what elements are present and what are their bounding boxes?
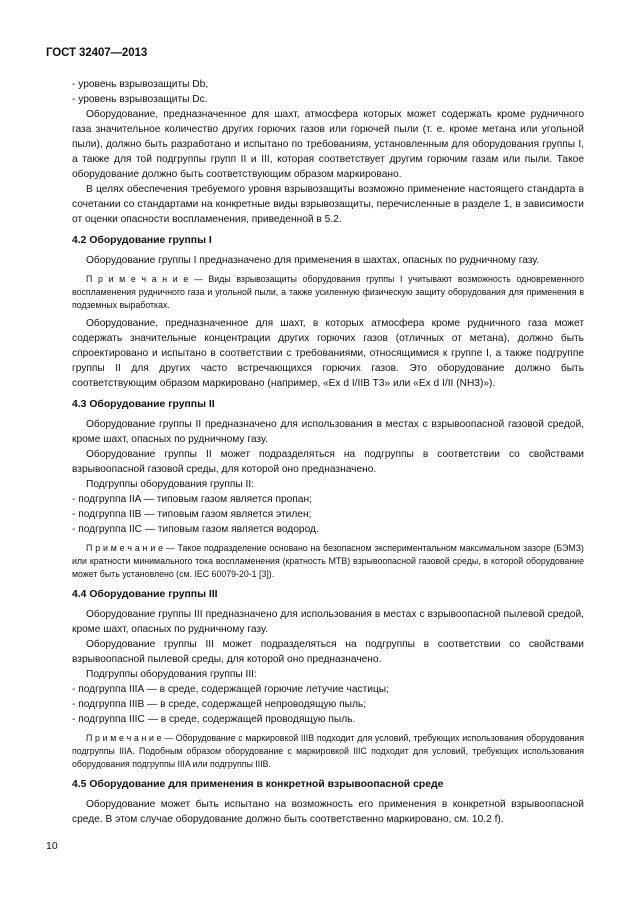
list-item: - подгруппа IIIC — в среде, содержащей проводящую пыль. [72,714,356,725]
section-heading-4-3: 4.3 Оборудование группы II [72,399,215,410]
list-item: - подгруппа IIIB — в среде, содержащей непроводящую пыль; [72,699,367,710]
paragraph: Оборудование группы II предназначено для использования в местах с взрывоопасной газовой средой, кроме шахт, опасных по рудничному газу. [72,419,584,445]
paragraph: Оборудование группы II может подразделяться на подгруппы в соответствии со свойствами взрывоопасной газовой среды, для которой оно предназначено. [72,449,584,475]
document-number-header: ГОСТ 32407—2013 [46,47,148,59]
list-item: - подгруппа IIIA — в среде, содержащей горючие летучие частицы; [72,684,389,695]
document-body [72,77,584,827]
page-number: 10 [46,840,58,852]
list-item: - подгруппа IIB — типовым газом является этилен; [72,509,312,520]
list-item: - уровень взрывозащиты Db, [72,79,209,90]
section-heading-4-2: 4.2 Оборудование группы I [72,235,212,246]
list-item: - подгруппа IIC — типовым газом является водород. [72,524,319,535]
paragraph: В целях обеспечения требуемого уровня взрывозащиты возможно применение настоящего стандарта в сочетании со стандартами на конкретные виды взрывозащиты, перечисленные в разделе 1, в зависимости от оценки опасности воспламенения, приведенной в 5.2. [72,184,584,225]
paragraph: Оборудование, предназначенное для шахт, в которых атмосфера кроме рудничного газа может содержать значительные концентрации других горючих газов (отличных от метана), должно быть спроектировано и испытано в соответствии с требованиями, относящимися к группе I, а также подгруппе группы II для других часто встречающихся горючих газов. Это оборудование должно быть соответствующим образом маркировано (например, «Ex d I/IIB T3» или «Ex d I/II (NH3)»). [72,318,584,389]
note: П р и м е ч а н и е — Виды взрывозащиты оборудования группы I учитывают возможность одновременного воспламенения рудничного газа и угольной пыли, а также усиленную физическую защиту оборудования для применения в подземных выработках. [72,274,584,310]
paragraph: Оборудование, предназначенное для шахт, атмосфера которых может содержать кроме рудничного газа значительное количество других горючих газов или горючей пыли (т. е. кроме метана или угольной пыли), должно быть разработано и испытано по требованиям, установленным для оборудования группы I, а также для той подгруппы групп II и III, которая соответствует другим горючим газам или пыли. Такое оборудование должно быть соответствующим образом маркировано. [72,109,584,180]
paragraph: Оборудование группы I предназначено для применения в шахтах, опасных по рудничному газу. [86,255,540,266]
paragraph: Подгруппы оборудования группы III: [86,669,257,680]
note: П р и м е ч а н и е — Такое подразделение основано на безопасном экспериментальном максимальном зазоре (БЭМЗ) или кратности минимального тока воспламенения (кратность МТВ) взрывоопасной газовой среды, в которой оборудование может быть установлено (см. IEC 60079-20-1 [3]). [72,543,584,579]
paragraph: Оборудование может быть испытано на возможность его применения в конкретной взрывоопасной среде. В этом случае оборудование должно быть соответственно маркировано, см. 10.2 f). [72,799,584,825]
list-item: - подгруппа IIA — типовым газом является пропан; [72,494,312,505]
list-item: - уровень взрывозащиты Dc. [72,94,208,105]
section-heading-4-4: 4.4 Оборудование группы III [72,589,218,600]
note: П р и м е ч а н и е — Оборудование с маркировкой IIIB подходит для условий, требующих использования оборудования подгруппы IIIA. Подобным образом оборудование с маркировкой IIIC подходит для условий, требующих использования оборудования подгруппы IIIA или подгруппы IIIB. [72,733,584,769]
paragraph: Оборудование группы III предназначено для использования в местах с взрывоопасной пылевой средой, кроме шахт, опасных по рудничному газу. [72,609,584,635]
section-heading-4-5: 4.5 Оборудование для применения в конкретной взрывоопасной среде [72,779,444,790]
paragraph: Оборудование группы III может подразделяться на подгруппы в соответствии со свойствами взрывоопасной пылевой среды, для которой оно предназначено. [72,639,584,665]
paragraph: Подгруппы оборудования группы II: [86,479,255,490]
